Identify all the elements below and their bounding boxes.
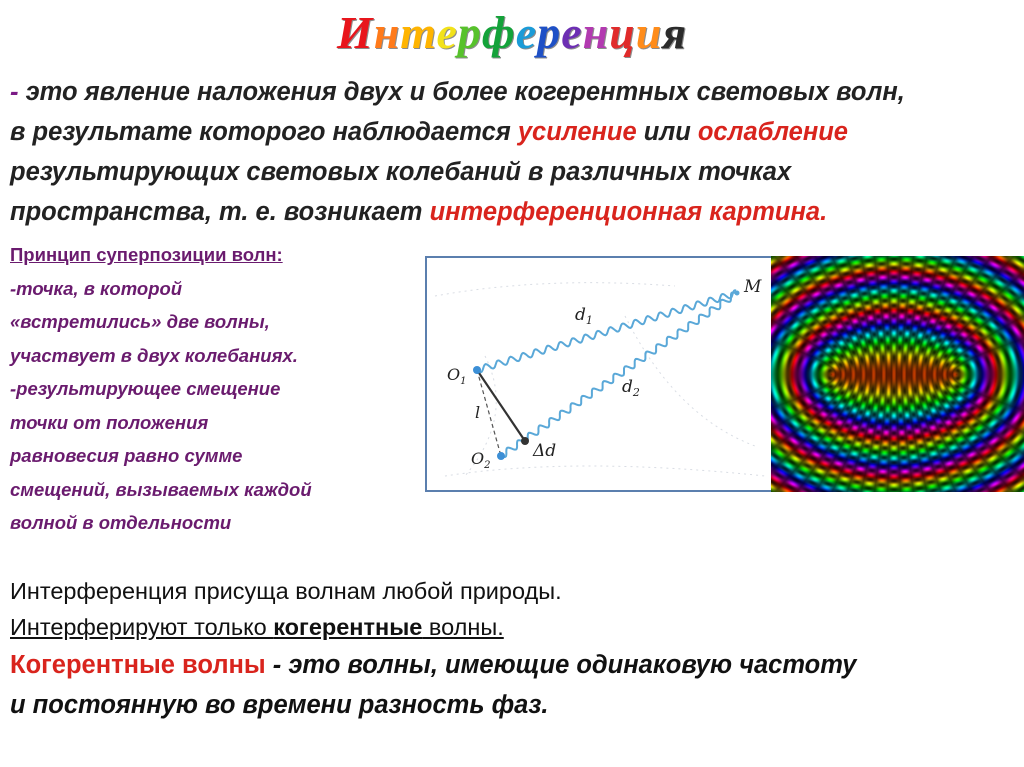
label-m: M [744,277,762,297]
two-source-diagram [425,256,781,492]
principle-heading: Принцип суперпозиции волн: [10,244,283,265]
coherent-definition-line-2: и постоянную во времени разность фаз. [10,691,549,719]
term-interference-pattern: интерференционная картина. [429,198,828,226]
label-o2: $O_2$ [471,449,491,471]
term-attenuation: ослабление [697,118,848,146]
term-amplification: усиление [517,118,637,146]
principle-line: -результирующее смещение [10,378,281,399]
source-o2-dot [497,452,505,460]
principle-line: -точка, в которой [10,277,183,299]
label-delta-d: Δd [533,441,557,461]
superposition-principle [10,238,430,540]
title-letter: ф [481,7,516,58]
definition-line-1: - это явление наложения двух и более когерентных световых волн, [10,78,905,106]
title-letter: р [457,7,482,58]
source-o1-dot [473,366,481,374]
interference-fringes-image [771,256,1024,492]
principle-line: «встретились» две волны, [10,311,270,332]
title-letter: ц [609,7,636,58]
principle-line: волной в отдельности [10,512,232,533]
title-letter: н [582,7,610,58]
conclusion-text [10,573,1020,725]
coherent-term: Когерентные волны [10,651,266,679]
principle-line: смещений, вызываемых каждой [10,478,312,500]
title-letter: е [436,7,458,58]
principle-line: участвует в двух колебаниях. [10,344,298,366]
title-letter: И [336,7,374,58]
title-letter: р [537,7,562,58]
delta-point-dot [521,437,529,445]
label-o1: $O_1$ [447,365,467,387]
conclusion-line-2: Интерферируют только когерентные волны. [10,614,504,640]
definition-line-4: пространства, т. е. возникает интерференционная картина. [10,198,828,226]
title-letter: е [515,7,538,58]
point-m-dot [735,291,740,296]
title-letter: н [373,7,401,58]
title-letter: я [662,7,688,58]
principle-line: равновесия равно сумме [10,445,243,466]
definition-line-2: в результате которого наблюдается усиление или ослабление [10,118,848,146]
definition-line-3: результирующих световых колебаний в различных точках [10,158,792,186]
label-d2: $d_2$ [622,377,640,399]
principle-line: точки от положения [10,411,209,433]
coherent-definition-line-1: Когерентные волны - это волны, имеющие одинаковую частоту [10,651,857,679]
title-letter: е [561,7,583,58]
definition-text [10,72,1020,232]
coherent-word: когерентные [273,614,423,640]
label-d1: $d_1$ [575,305,593,327]
label-l: l [475,403,481,422]
title-letter: и [635,7,663,58]
slide-title [0,6,1024,59]
conclusion-line-1: Интерференция присуща волнам любой природы. [10,578,562,604]
title-letter: т [400,7,437,58]
